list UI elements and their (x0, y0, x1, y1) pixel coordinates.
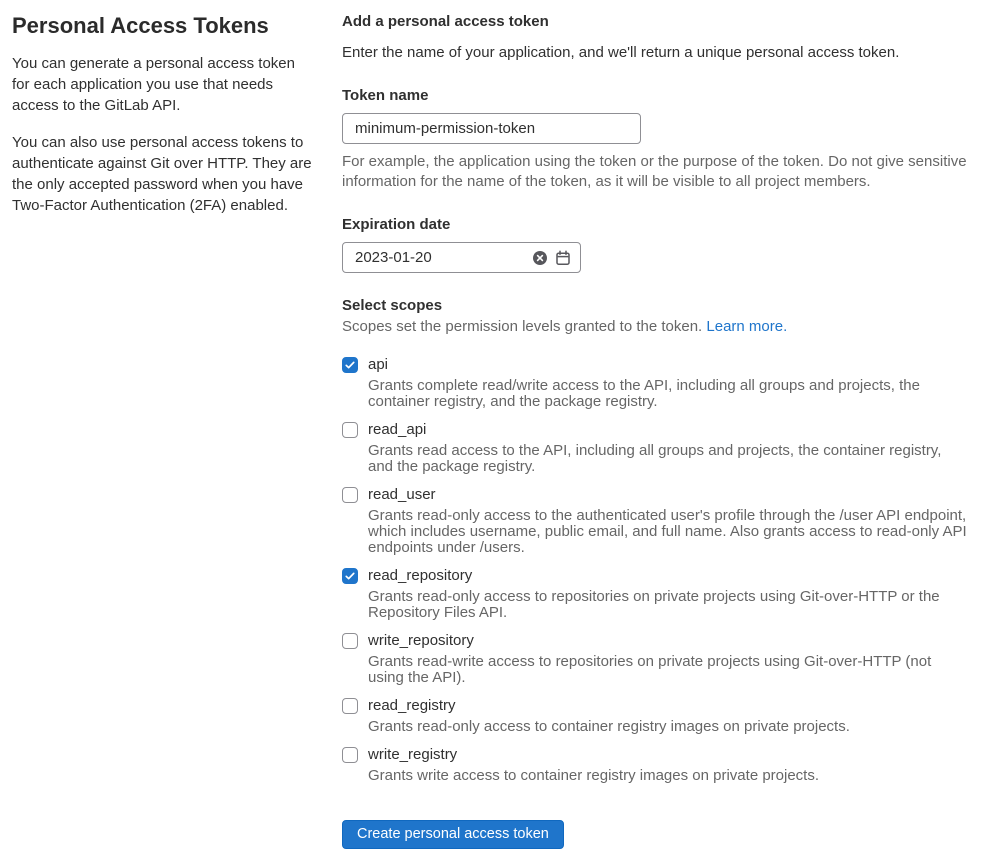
scope-checkbox-read-user[interactable] (342, 487, 358, 503)
section-description-paragraph-2: You can also use personal access tokens to authenticate against Git over HTTP. They are the only accepted password when you have Two-Factor Authentication (2FA) enabled. (12, 133, 312, 214)
clear-circle-x-icon (532, 250, 548, 266)
page-title: Personal Access Tokens (12, 13, 269, 38)
token-name-label: Token name (342, 87, 429, 104)
expiration-date-input[interactable] (355, 249, 525, 266)
scope-row-api (342, 355, 970, 410)
form-heading: Add a personal access token (342, 13, 549, 30)
create-token-button[interactable]: Create personal access token (342, 820, 564, 849)
scope-row-write-repository (342, 631, 970, 686)
token-name-group (342, 87, 970, 192)
scope-label-read-repository[interactable]: read_repository (368, 567, 473, 584)
scope-description-read-repository: Grants read-only access to repositories on private projects using Git-over-HTTP or the Repository Files API. (368, 588, 940, 621)
form-subheading: Enter the name of your application, and we'll return a unique personal access token. (342, 44, 900, 61)
scope-checkbox-read-registry[interactable] (342, 698, 358, 714)
scope-label-write-registry[interactable]: write_registry (368, 746, 458, 763)
scope-description-write-registry: Grants write access to container registry images on private projects. (368, 767, 820, 784)
calendar-picker-button[interactable] (555, 250, 571, 266)
token-name-input[interactable] (342, 113, 641, 144)
section-description-paragraph-1: You can generate a personal access token for each application you use that needs access to the GitLab API. (12, 54, 295, 114)
scope-row-read-api (342, 420, 970, 475)
scope-checkbox-write-registry[interactable] (342, 747, 358, 763)
scopes-help-text: Scopes set the permission levels granted to the token. (342, 318, 703, 335)
scopes-help (342, 317, 970, 337)
token-name-help: For example, the application using the token or the purpose of the token. Do not give sensitive information for the name of the token, as it will be visible to all project members. (342, 153, 967, 190)
scope-description-read-api: Grants read access to the API, including all groups and projects, the container registry, and the package registry. (368, 442, 942, 475)
scope-row-read-registry (342, 696, 970, 735)
select-scopes-group (342, 297, 970, 849)
scope-label-read-registry[interactable]: read_registry (368, 697, 456, 714)
scope-label-read-api[interactable]: read_api (368, 421, 427, 438)
scope-row-read-repository (342, 566, 970, 621)
scope-description-write-repository: Grants read-write access to repositories on private projects using Git-over-HTTP (not using the API). (368, 653, 932, 686)
add-token-form (342, 12, 970, 849)
settings-section-description (12, 12, 312, 849)
scope-checkbox-api[interactable] (342, 357, 358, 373)
scope-row-write-registry (342, 745, 970, 784)
learn-more-link[interactable]: Learn more. (706, 318, 788, 335)
scope-description-read-user: Grants read-only access to the authenticated user's profile through the /user API endpoint, which includes username, public email, and full name. Also grants access to read-only API endpoints under /users. (368, 507, 967, 556)
calendar-icon (555, 250, 571, 266)
scope-checkbox-read-repository[interactable] (342, 568, 358, 584)
expiration-date-group (342, 216, 970, 273)
scope-row-read-user (342, 485, 970, 556)
scope-description-api: Grants complete read/write access to the API, including all groups and projects, the container registry, and the package registry. (368, 377, 920, 410)
scope-label-write-repository[interactable]: write_repository (368, 632, 474, 649)
scope-checkbox-write-repository[interactable] (342, 633, 358, 649)
scope-checkbox-read-api[interactable] (342, 422, 358, 438)
scope-description-read-registry: Grants read-only access to container registry images on private projects. (368, 718, 850, 735)
clear-date-button[interactable] (532, 250, 548, 266)
scope-label-read-user[interactable]: read_user (368, 486, 436, 503)
select-scopes-label: Select scopes (342, 297, 443, 314)
scope-label-api[interactable]: api (368, 356, 389, 373)
expiration-date-field[interactable] (342, 242, 581, 273)
expiration-date-label: Expiration date (342, 216, 451, 233)
